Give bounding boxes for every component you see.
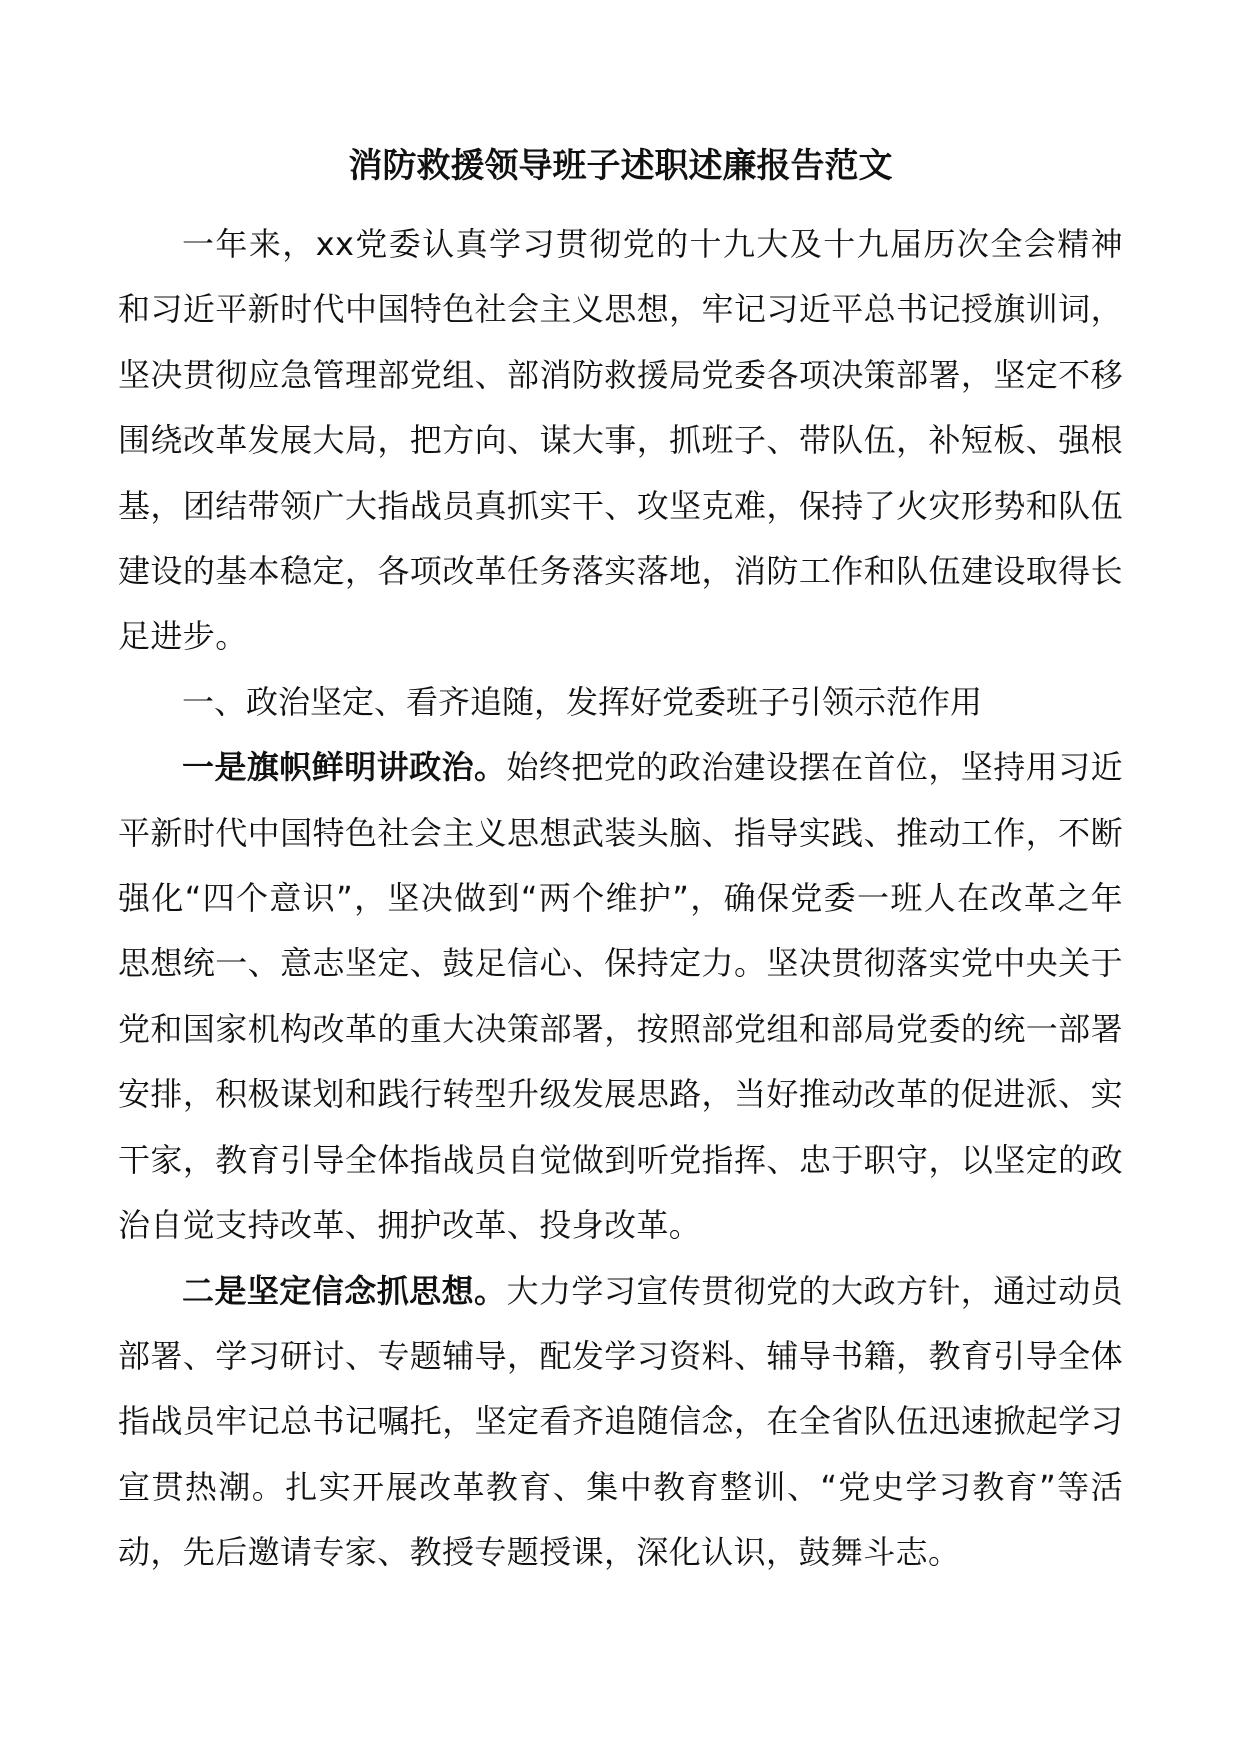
point-paragraph-2 — [118, 1259, 1123, 1586]
document-title: 消防救援领导班子述职述廉报告范文 — [348, 146, 893, 186]
document-page — [118, 138, 1123, 1586]
point-text-1: 始终把党的政治建设摆在首位，坚持用习近平新时代中国特色社会主义思想武装头脑、指导实践、推动工作，不断强化“四个意识”，坚决做到“两个维护”，确保党委一班人在改革之年思想统一、意志坚定、鼓足信心、保持定力。坚决贯彻落实党中央关于党和国家机构改革的重大决策部署，按照部党组和部局党委的统一部署安排，积极谋划和践行转型升级发展思路，当好推动改革的促进派、实干家，教育引导全体指战员自觉做到听党指挥、忠于职守，以坚定的政治自觉支持改革、拥护改革、投身改革。 — [118, 748, 1123, 1245]
section-heading-1: 一、政治坚定、看齐追随，发挥好党委班子引领示范作用 — [182, 682, 983, 721]
point-lead-2: 二是坚定信念抓思想。 — [182, 1271, 507, 1310]
intro-paragraph: 一年来，xx党委认真学习贯彻党的十九大及十九届历次全会精神和习近平新时代中国特色社会主义思想，牢记习近平总书记授旗训词，坚决贯彻应急管理部党组、部消防救援局党委各项决策部署，坚定不移围绕改革发展大局，把方向、谋大事，抓班子、带队伍，补短板、强根基，团结带领广大指战员真抓实干、攻坚克难，保持了火灾形势和队伍建设的基本稳定，各项改革任务落实落地，消防工作和队伍建设取得长足进步。 — [118, 225, 1123, 656]
point-lead-1: 一是旗帜鲜明讲政治。 — [182, 748, 507, 787]
point-text-2: 大力学习宣传贯彻党的大政方针，通过动员部署、学习研讨、专题辅导，配发学习资料、辅导书籍，教育引导全体指战员牢记总书记嘱托，坚定看齐追随信念，在全省队伍迅速掀起学习宣贯热潮。扎实开展改革教育、集中教育整训、“党史学习教育”等活动，先后邀请专家、教授专题授课，深化认识，鼓舞斗志。 — [118, 1271, 1123, 1572]
point-paragraph-1 — [118, 735, 1123, 1258]
